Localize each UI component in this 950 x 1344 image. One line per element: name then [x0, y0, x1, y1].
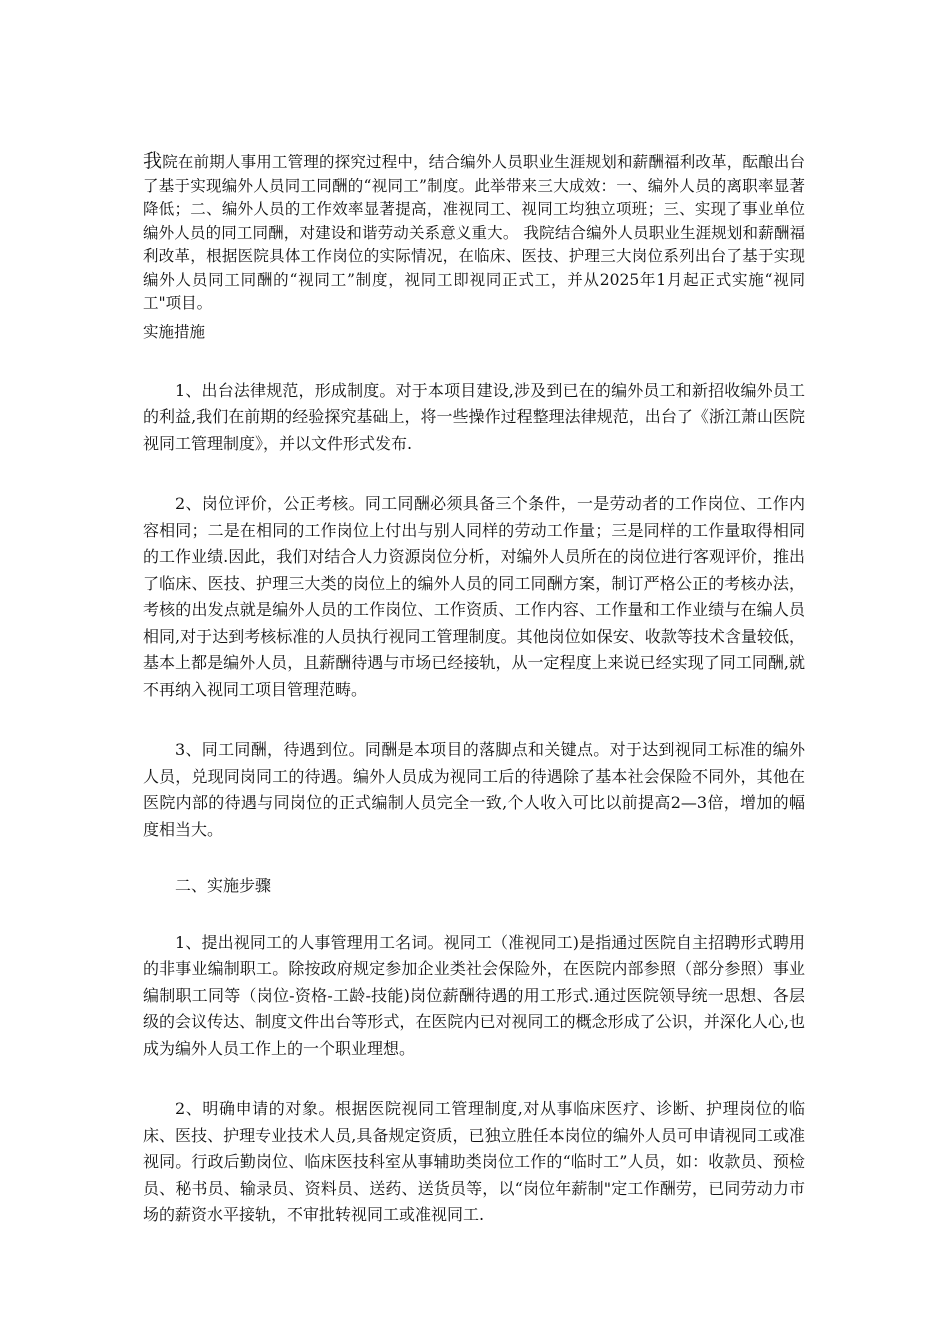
intro-text: 院在前期人事用工管理的探究过程中，结合编外人员职业生涯规划和薪酬福利改革，酝酿出台了基于实现编外人员同工同酬的“视同工”制度。此举带来三大成效：一、编外人员的离职率显著降低；二、编外人员的工作效率显著提高，准视同工、视同工均独立项班；三、实现了事业单位编外人员的同工同酬，对建设和谐劳动关系意义重大。 我院结合编外人员职业生涯规划和薪酬福利改革，根据医院具体工作岗位的实际情况，在临床、医技、护理三大岗位系列出台了基于实现编外人员同工同酬的“视同工”制度，视同工即视同正式工，并从2025年1月起正式实施“视同工"项目。: [143, 153, 805, 312]
measure-item-1: 1、出台法律规范，形成制度。对于本项目建设,涉及到已在的编外员工和新招收编外员工的利益,我们在前期的经验探究基础上，将一些操作过程整理法律规范，出台了《浙江萧山医院视同工管理制度》，并以文件形式发布.: [143, 380, 805, 453]
section-heading-measures: 实施措施: [143, 322, 206, 341]
measure-item-2: 2、岗位评价，公正考核。同工同酬必须具备三个条件，一是劳动者的工作岗位、工作内容相同；二是在相同的工作岗位上付出与别人同样的劳动工作量；三是同样的工作量取得相同的工作业绩.因此，我们对结合人力资源岗位分析，对编外人员所在的岗位进行客观评价，推出了临床、医技、护理三大类的岗位上的编外人员的同工同酬方案，制订严格公正的考核办法，考核的出发点就是编外人员的工作岗位、工作资质、工作内容、工作量和工作业绩与在编人员相同,对于达到考核标准的人员执行视同工管理制度。其他岗位如保安、收款等技术含量较低，基本上都是编外人员，且薪酬待遇与市场已经接轨，从一定程度上来说已经实现了同工同酬,就不再纳入视同工项目管理范畴。: [143, 494, 805, 699]
step-item-1: 1、提出视同工的人事管理用工名词。视同工（准视同工)是指通过医院自主招聘形式聘用的非事业编制职工。除按政府规定参加企业类社会保险外，在医院内部参照（部分参照）事业编制职工同等（岗位-资格-工龄-技能)岗位薪酬待遇的用工形式.通过医院领导统一思想、各层级的会议传达、制度文件出台等形式，在医院内已对视同工的概念形成了公识，并深化人心,也成为编外人员工作上的一个职业理想。: [143, 932, 805, 1058]
intro-first-char: 我: [143, 150, 163, 172]
step-item-2: 2、明确申请的对象。根据医院视同工管理制度,对从事临床医疗、诊断、护理岗位的临床、医技、护理专业技术人员,具备规定资质，已独立胜任本岗位的编外人员可申请视同工或准视同。行政后勤岗位、临床医技科室从事辅助类岗位工作的“临时工”人员，如：收款员、预检员、秘书员、输录员、资料员、送药、送货员等，以“岗位年薪制"定工作酬劳，已同劳动力市场的薪资水平接轨，不审批转视同工或准视同工.: [143, 1099, 805, 1224]
section-heading-steps: 二、实施步骤: [175, 876, 272, 895]
intro-paragraph: [143, 150, 805, 316]
document-page: [143, 150, 805, 1229]
measure-item-3: 3、同工同酬，待遇到位。同酬是本项目的落脚点和关键点。对于达到视同工标准的编外人员，兑现同岗同工的待遇。编外人员成为视同工后的待遇除了基本社会保险不同外，其他在医院内部的待遇与同岗位的正式编制人员完全一致,个人收入可比以前提高2—3倍，增加的幅度相当大。: [143, 740, 805, 839]
